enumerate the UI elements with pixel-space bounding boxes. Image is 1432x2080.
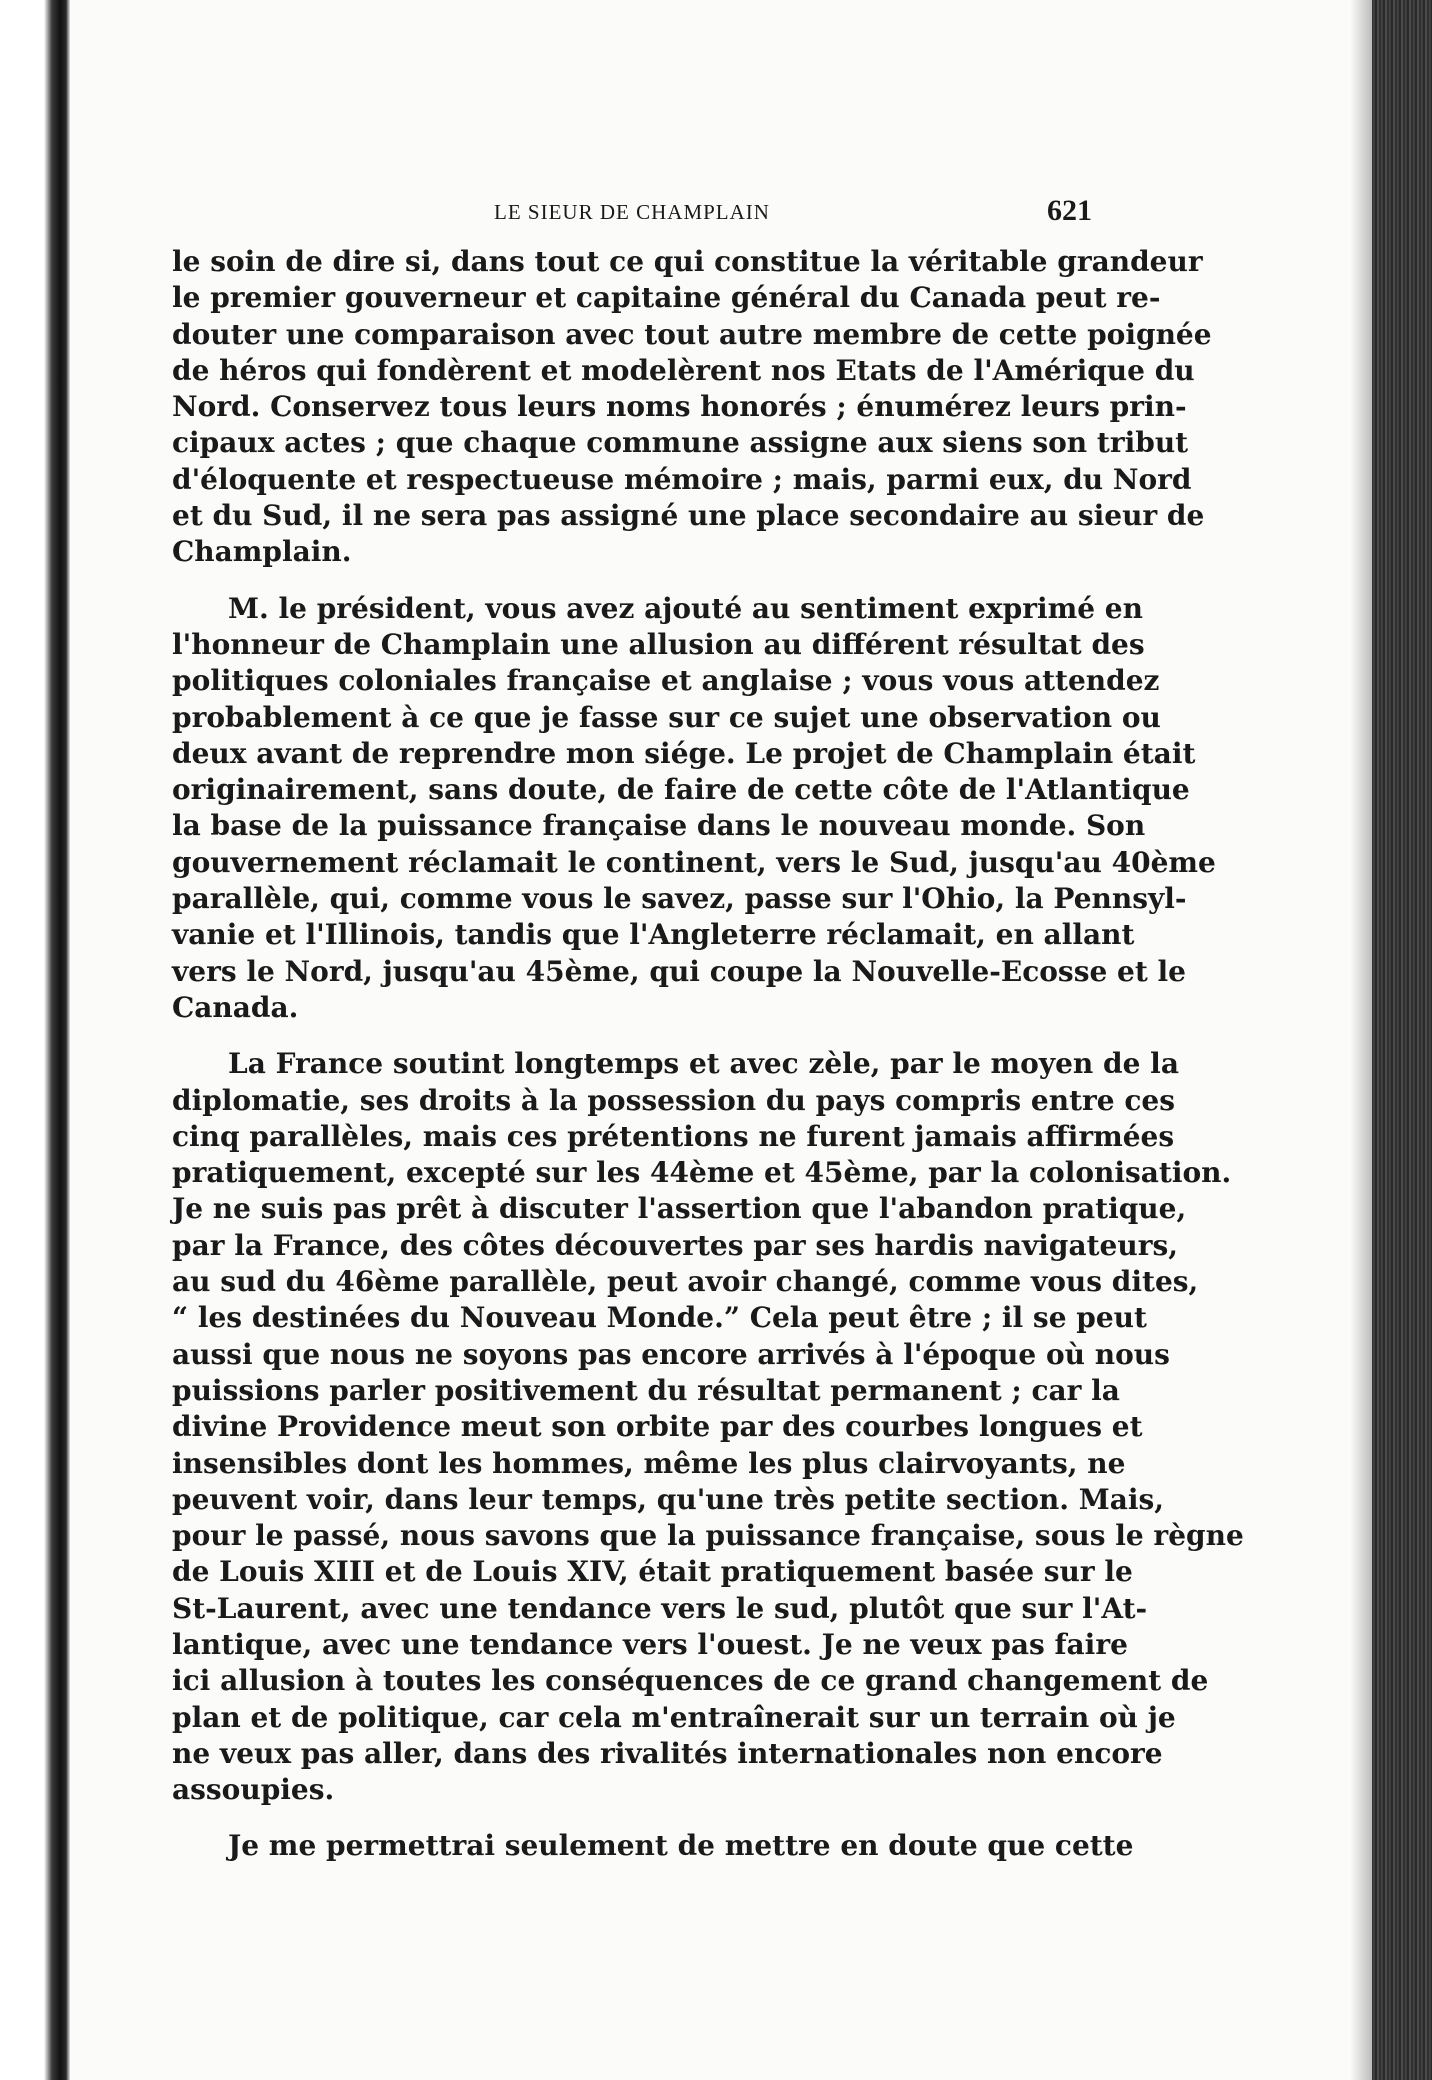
text-line: insensibles dont les hommes, même les plus clairvoyants, ne (172, 1446, 1126, 1480)
running-title: LE SIEUR DE CHAMPLAIN (494, 200, 770, 224)
text-block (172, 190, 1244, 1865)
paragraph (172, 244, 1212, 571)
text-line: pour le passé, nous savons que la puissance française, sous le règne (172, 1519, 1244, 1553)
running-head (172, 190, 1092, 240)
text-line: de Louis XIII et de Louis XIV, était pratiquement basée sur le (172, 1555, 1133, 1589)
text-line: douter une comparaison avec tout autre membre de cette poignée (172, 317, 1212, 351)
text-line: aussi que nous ne soyons pas encore arrivés à l'époque où nous (172, 1337, 1170, 1371)
text-line: puissions parler positivement du résultat permanent ; car la (172, 1373, 1120, 1407)
text-line: Nord. Conservez tous leurs noms honorés ; énumérez leurs prin- (172, 390, 1187, 424)
text-line: vanie et l'Illinois, tandis que l'Angleterre réclamait, en allant (172, 918, 1135, 952)
text-line: assoupies. (172, 1773, 335, 1807)
text-line: originairement, sans doute, de faire de cette côte de l'Atlantique (172, 773, 1190, 807)
text-line: vers le Nord, jusqu'au 45ème, qui coupe la Nouvelle-Ecosse et le (172, 954, 1186, 988)
text-line: probablement à ce que je fasse sur ce sujet une observation ou (172, 700, 1161, 734)
text-line: divine Providence meut son orbite par des courbes longues et (172, 1410, 1143, 1444)
paragraph (172, 1046, 1244, 1808)
right-page-edges (1372, 0, 1432, 2080)
text-line: le premier gouverneur et capitaine général du Canada peut re- (172, 281, 1161, 315)
text-line: “ les destinées du Nouveau Monde.” Cela peut être ; il se peut (172, 1301, 1147, 1335)
text-line: parallèle, qui, comme vous le savez, passe sur l'Ohio, la Pennsyl- (172, 882, 1187, 916)
paragraph-gap (172, 571, 1092, 591)
right-page-shadow (1350, 0, 1372, 2080)
left-binding-shadow (0, 0, 70, 2080)
text-line: diplomatie, ses droits à la possession du pays compris entre ces (172, 1083, 1175, 1117)
text-line: le soin de dire si, dans tout ce qui constitue la véritable grandeur (172, 245, 1203, 278)
text-line: l'honneur de Champlain une allusion au différent résultat des (172, 627, 1145, 661)
text-line: deux avant de reprendre mon siége. Le projet de Champlain était (172, 736, 1196, 770)
text-line: St-Laurent, avec une tendance vers le sud, plutôt que sur l'At- (172, 1591, 1148, 1625)
text-line: lantique, avec une tendance vers l'ouest. Je ne veux pas faire (172, 1627, 1128, 1661)
paragraph (172, 591, 1216, 1027)
text-line: La France soutint longtemps et avec zèle, par le moyen de la (228, 1047, 1179, 1081)
text-line: et du Sud, il ne sera pas assigné une place secondaire au sieur de (172, 499, 1205, 533)
text-line: d'éloquente et respectueuse mémoire ; mais, parmi eux, du Nord (172, 462, 1192, 496)
text-line: Canada. (172, 990, 299, 1024)
text-line: au sud du 46ème parallèle, peut avoir changé, comme vous dites, (172, 1265, 1199, 1299)
body-text (172, 244, 1244, 1865)
text-line: Je me permettrai seulement de mettre en doute que cette (228, 1829, 1134, 1863)
paragraph-gap (172, 1026, 1092, 1046)
text-line: Champlain. (172, 535, 352, 569)
text-line: Je ne suis pas prêt à discuter l'assertion que l'abandon pratique, (172, 1192, 1187, 1226)
text-line: politiques coloniales française et anglaise ; vous vous attendez (172, 664, 1160, 698)
text-line: plan et de politique, car cela m'entraînerait sur un terrain où je (172, 1700, 1176, 1734)
text-line: peuvent voir, dans leur temps, qu'une très petite section. Mais, (172, 1482, 1165, 1516)
text-line: la base de la puissance française dans le nouveau monde. Son (172, 809, 1146, 843)
text-line: M. le président, vous avez ajouté au sentiment exprimé en (228, 591, 1143, 625)
text-line: ne veux pas aller, dans des rivalités internationales non encore (172, 1736, 1163, 1770)
text-line: cinq parallèles, mais ces prétentions ne furent jamais affirmées (172, 1119, 1175, 1153)
text-line: gouvernement réclamait le continent, vers le Sud, jusqu'au 40ème (172, 845, 1216, 879)
paragraph-gap (172, 1808, 1092, 1828)
text-line: de héros qui fondèrent et modelèrent nos Etats de l'Amérique du (172, 353, 1195, 387)
text-line: par la France, des côtes découvertes par ses hardis navigateurs, (172, 1228, 1178, 1262)
text-line: pratiquement, excepté sur les 44ème et 45ème, par la colonisation. (172, 1156, 1232, 1190)
text-line: ici allusion à toutes les conséquences de ce grand changement de (172, 1664, 1209, 1698)
text-line: cipaux actes ; que chaque commune assigne aux siens son tribut (172, 426, 1189, 460)
paragraph (172, 1828, 1134, 1864)
page-number: 621 (1047, 194, 1092, 227)
